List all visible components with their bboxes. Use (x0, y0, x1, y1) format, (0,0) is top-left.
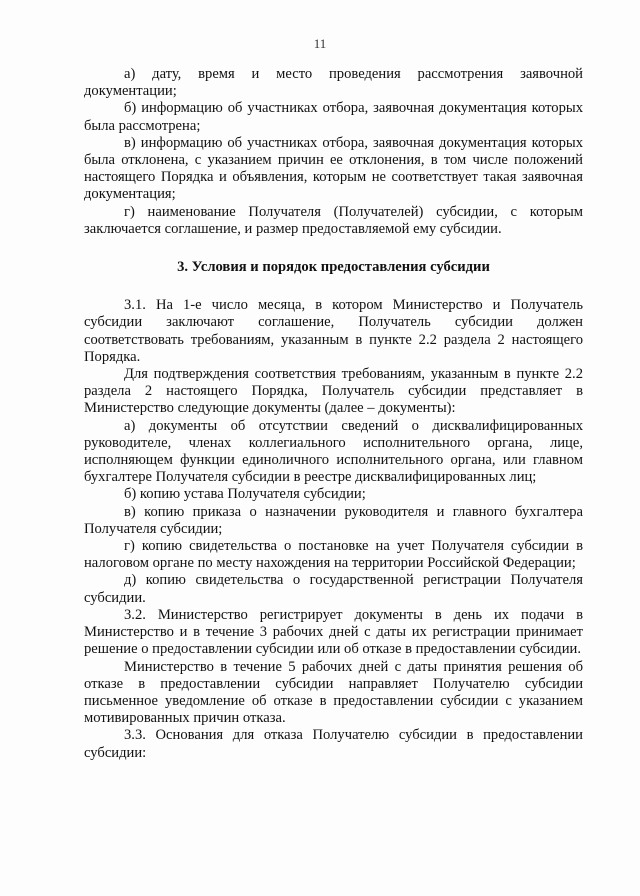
paragraph-item-a: а) дату, время и место проведения рассмотрения заявочной документации; (84, 66, 583, 100)
paragraph-3-1: 3.1. На 1-е число месяца, в котором Министерство и Получатель субсидии заключают соглашение, Получатель субсидии должен соответствовать требованиям, указанным в пункте 2.2 раздела 2 настоящего Порядка. (84, 297, 583, 365)
paragraph-doc-b: б) копию устава Получателя субсидии; (124, 486, 366, 503)
document-body (84, 66, 583, 762)
section-heading: 3. Условия и порядок предоставления субсидии (177, 259, 490, 276)
paragraph-documents-intro: Для подтверждения соответствия требованиям, указанным в пункте 2.2 раздела 2 настоящего Порядка, Получатель субсидии представляет в Министерство следующие документы (далее – документы): (84, 366, 583, 417)
paragraph-doc-g: г) копию свидетельства о постановке на учет Получателя субсидии в налоговом органе по месту нахождения на территории Российской Федерации; (84, 538, 583, 572)
paragraph-refusal-notice: Министерство в течение 5 рабочих дней с даты принятия решения об отказе в предоставлении субсидии направляет Получателю субсидии письменное уведомление об отказе в предоставлении субсидии с указанием мотивированных причин отказа. (84, 658, 583, 727)
paragraph-doc-v: в) копию приказа о назначении руководителя и главного бухгалтера Получателя субсидии; (84, 503, 583, 537)
paragraph-3-3: 3.3. Основания для отказа Получателю субсидии в предоставлении субсидии: (84, 727, 583, 761)
paragraph-doc-a: а) документы об отсутствии сведений о дисквалифицированных руководителе, членах коллегиального исполнительного органа, лице, исполняющем функции единоличного исполнительного органа, или главном бухгалтере Получателя субсидии в реестре дисквалифицированных лиц; (84, 417, 583, 486)
paragraph-3-2: 3.2. Министерство регистрирует документы в день их подачи в Министерство и в течение 3 рабочих дней с даты их регистрации принимает решение о предоставлении субсидии или об отказе в предоставлении субсидии. (84, 606, 583, 658)
paragraph-item-g: г) наименование Получателя (Получателей) субсидии, с которым заключается соглашение, и размер предоставляемой ему субсидии. (84, 203, 583, 237)
paragraph-item-b: б) информацию об участниках отбора, заявочная документация которых была рассмотрена; (84, 100, 583, 134)
paragraph-item-v: в) информацию об участниках отбора, заявочная документация которых была отклонена, с указанием причин ее отклонения, в том числе положений настоящего Порядка и объявления, которым не соответствует такая заявочная документация; (84, 134, 583, 203)
paragraph-doc-d: д) копию свидетельства о государственной регистрации Получателя субсидии. (84, 572, 583, 606)
page-number: 11 (313, 36, 327, 51)
